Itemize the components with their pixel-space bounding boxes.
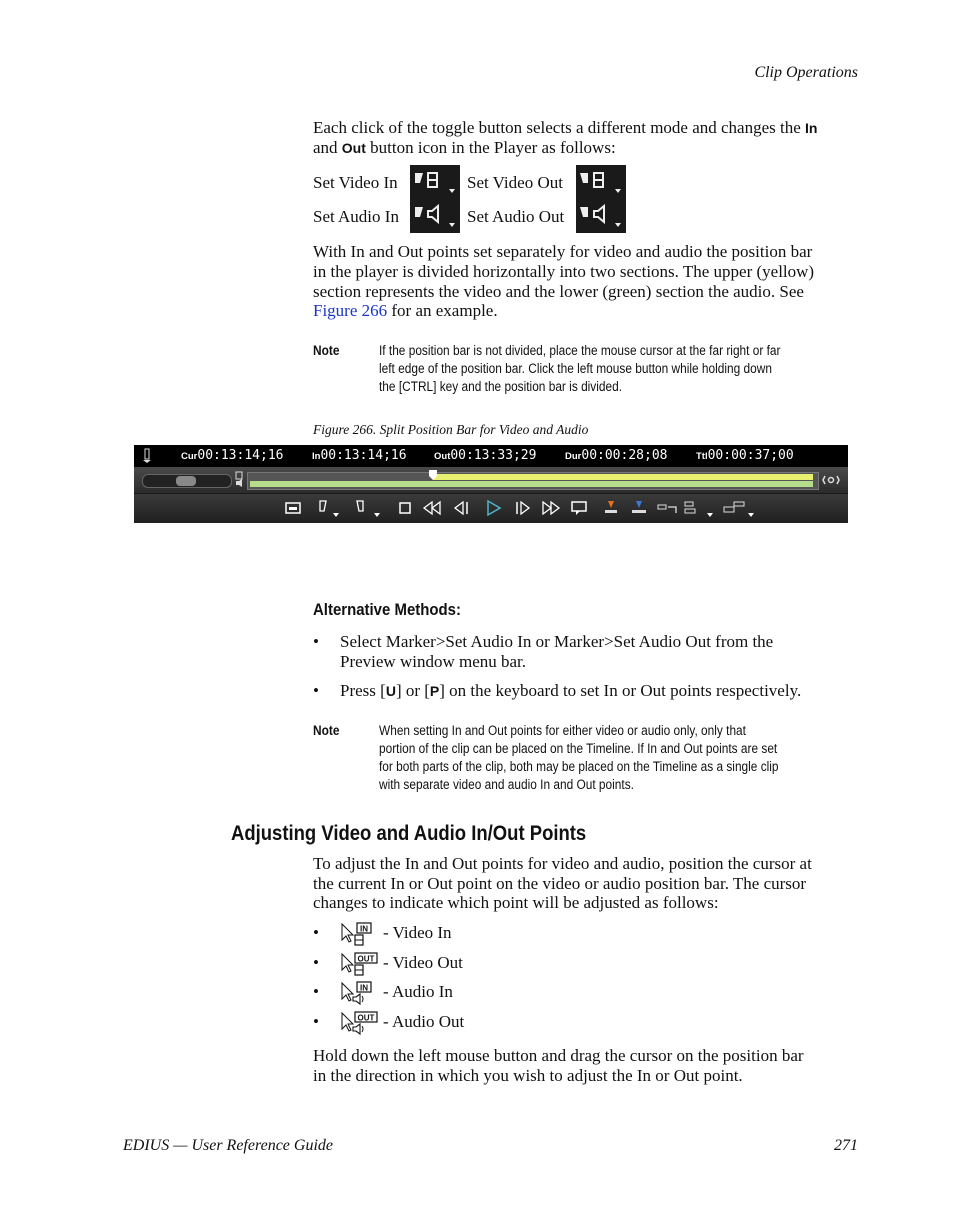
stop-icon[interactable]: [396, 499, 414, 517]
split-marker-icon: [234, 471, 244, 489]
in-word: In: [805, 120, 818, 136]
final-line-2: in the direction in which you wish to adjust the In or Out point.: [313, 1066, 743, 1085]
para2-line-4-text: for an example.: [387, 301, 498, 320]
adjust-line-1: To adjust the In and Out points for video and audio, position the cursor at: [313, 854, 812, 873]
timecode-dur: [565, 448, 667, 463]
bullet1-line-2: Preview window menu bar.: [340, 652, 527, 671]
audio-in-cursor-tag: IN: [360, 983, 368, 993]
footer-title: EDIUS — User Reference Guide: [123, 1137, 334, 1154]
play-icon[interactable]: [482, 499, 504, 517]
timecode-dur-value: 00:00:28;08: [581, 448, 668, 463]
clip-options-icon[interactable]: [722, 499, 756, 519]
note2-line-2: portion of the clip can be placed on the Timeline. If In and Out points are set: [379, 741, 778, 756]
set-video-in-button-icon: [410, 165, 460, 199]
loop-icon[interactable]: [822, 473, 840, 487]
video-in-cursor-tag: IN: [360, 924, 368, 934]
rewind-icon[interactable]: [420, 499, 444, 517]
bullet2-pre: Press [: [340, 681, 386, 700]
timecode-out-label: Out: [434, 451, 451, 462]
video-out-cursor-tag: OUT: [357, 954, 375, 964]
bullet-marker-1: •: [313, 632, 319, 651]
controls-row: [134, 494, 848, 523]
step-forward-icon[interactable]: [513, 499, 535, 517]
note2-line-1: When setting In and Out points for either video or audio only, only that: [379, 723, 746, 738]
bullet-marker-2: •: [313, 681, 319, 700]
set-audio-out-label: Set Audio Out: [467, 207, 565, 226]
set-video-out-button-icon: [576, 165, 626, 199]
adjust-line-2: the current In or Out point on the video or audio position bar. The cursor: [313, 874, 807, 893]
figure-266-link[interactable]: Figure 266: [313, 301, 388, 320]
ripple-mode-icon[interactable]: [683, 499, 715, 519]
para2-line-3: section represents the video and the lower (green) section the audio. See: [313, 282, 804, 301]
set-audio-in-button-icon: [410, 199, 460, 233]
final-line-1: Hold down the left mouse button and drag the cursor on the position bar: [313, 1046, 804, 1065]
timecode-cur-value: 00:13:14;16: [197, 448, 284, 463]
position-bar[interactable]: [247, 472, 819, 490]
timecode-out-value: 00:13:33;29: [450, 448, 537, 463]
video-out-cursor-icon: [340, 950, 380, 982]
intro-text-2: and: [313, 138, 342, 157]
set-video-in-label: Set Video In: [313, 173, 398, 192]
intro-line-1: [313, 118, 818, 138]
adjusting-heading: Adjusting Video and Audio In/Out Points: [231, 822, 587, 845]
cursor-bullet-3: •: [313, 982, 319, 1001]
video-out-label: - Video Out: [383, 953, 463, 972]
intro-text-3: button icon in the Player as follows:: [365, 138, 616, 157]
intro-line-2: [313, 138, 616, 158]
alternative-methods-heading: Alternative Methods:: [313, 600, 461, 619]
timecode-in-label: In: [312, 451, 321, 462]
bullet2-line: [340, 681, 801, 701]
key-p: P: [429, 683, 440, 699]
set-audio-out-button-icon: [576, 199, 626, 233]
para2-line-1: With In and Out points set separately for video and audio the position bar: [313, 242, 813, 261]
audio-in-label: - Audio In: [383, 982, 453, 1001]
overwrite-timeline-icon[interactable]: [629, 499, 649, 517]
video-in-cursor-icon: [340, 920, 376, 952]
shuttle-slider[interactable]: [142, 474, 232, 488]
audio-position-bar[interactable]: [250, 481, 813, 487]
cursor-bullet-4: •: [313, 1012, 319, 1031]
set-in-icon[interactable]: [317, 499, 341, 519]
audio-in-cursor-icon: [340, 979, 376, 1011]
menu-icon[interactable]: [142, 448, 152, 464]
video-position-bar[interactable]: [433, 474, 813, 480]
note2-line-3: for both parts of the clip, both may be placed on the Timeline as a single clip: [379, 759, 779, 774]
set-out-icon[interactable]: [354, 499, 382, 519]
position-row: [134, 467, 848, 493]
insert-timeline-icon[interactable]: [602, 499, 620, 517]
audio-out-label: - Audio Out: [383, 1012, 465, 1031]
adjust-line-3: changes to indicate which point will be adjusted as follows:: [313, 893, 719, 912]
timecode-bar: [134, 445, 848, 467]
timecode-dur-label: Dur: [565, 451, 582, 462]
audio-out-cursor-tag: OUT: [357, 1013, 375, 1023]
player-figure: [134, 445, 848, 523]
timecode-cur: [181, 448, 283, 463]
note1-line-3: the [CTRL] key and the position bar is divided.: [379, 379, 623, 394]
note1-line-2: left edge of the position bar. Click the left mouse button while holding down: [379, 361, 772, 376]
timecode-ttl-value: 00:00:37;00: [707, 448, 794, 463]
page-number: 271: [834, 1137, 858, 1154]
fast-forward-icon[interactable]: [539, 499, 563, 517]
timecode-in: [312, 448, 407, 463]
step-back-icon[interactable]: [449, 499, 471, 517]
intro-text: Each click of the toggle button selects a different mode and changes the: [313, 118, 806, 137]
timecode-cur-label: Cur: [181, 451, 198, 462]
set-audio-in-label: Set Audio In: [313, 207, 399, 226]
note1-line-1: If the position bar is not divided, place the mouse cursor at the far right or far: [379, 343, 781, 358]
sync-mode-icon[interactable]: [284, 499, 302, 517]
out-word: Out: [341, 140, 366, 156]
video-in-label: - Video In: [383, 923, 452, 942]
timecode-ttl: [696, 448, 794, 463]
note1-label: Note: [313, 342, 340, 358]
shuttle-knob[interactable]: [176, 476, 196, 486]
audio-out-cursor-icon: [340, 1009, 380, 1041]
para2-line-2: in the player is divided horizontally into two sections. The upper (yellow): [313, 262, 815, 281]
timecode-ttl-label: Ttl: [696, 451, 708, 462]
timecode-out: [434, 448, 536, 463]
note2-line-4: with separate video and audio In and Out points.: [379, 777, 634, 792]
cursor-bullet-2: •: [313, 953, 319, 972]
set-video-out-label: Set Video Out: [467, 173, 563, 192]
timecode-in-value: 00:13:14;16: [320, 448, 407, 463]
key-u: U: [385, 683, 396, 699]
replace-clip-icon[interactable]: [656, 499, 678, 517]
bullet2-post: ] on the keyboard to set In or Out points respectively.: [439, 681, 802, 700]
bullet2-mid: ] or [: [395, 681, 430, 700]
cursor-bullet-1: •: [313, 923, 319, 942]
loop-playback-icon[interactable]: [570, 499, 588, 517]
para2-line-4: [313, 301, 498, 321]
running-header: Clip Operations: [754, 64, 858, 81]
note2-label: Note: [313, 722, 340, 738]
bullet1-line-1: Select Marker>Set Audio In or Marker>Set Audio Out from the: [340, 632, 774, 651]
figure-caption: Figure 266. Split Position Bar for Video and Audio: [313, 422, 589, 437]
